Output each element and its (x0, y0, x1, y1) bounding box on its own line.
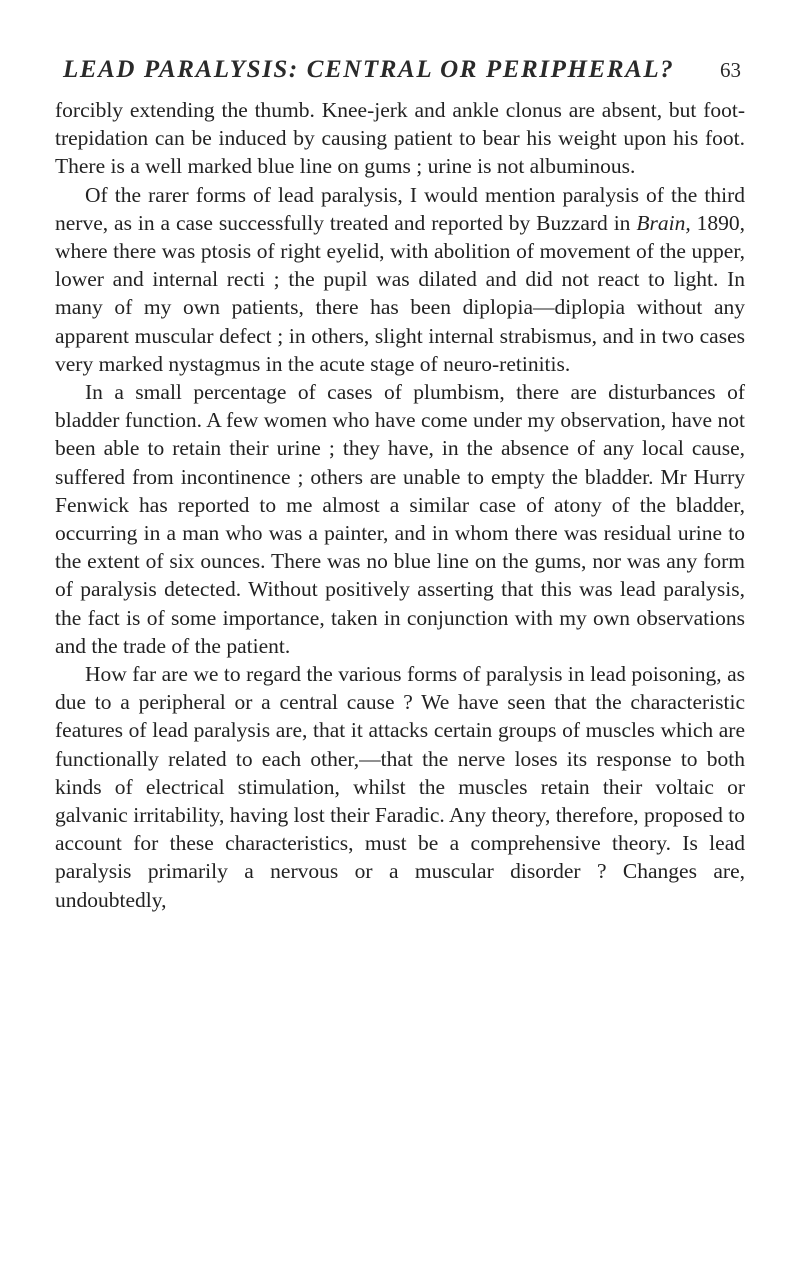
body-text (55, 96, 745, 914)
paragraph-4: How far are we to regard the various forms of paralysis in lead poisoning, as due to a peripheral or a central cause ? We have seen that the characteristic features of lead paralysis are, that it attacks certain groups of muscles which are functionally related to each other,—that the nerve loses its response to both kinds of electrical stimulation, whilst the muscles retain their voltaic or galvanic irritability, having lost their Faradic. Any theory, therefore, proposed to account for these characteristics, must be a comprehensive theory. Is lead paralysis primarily a nervous or a muscular disorder ? Changes are, undoubtedly, (55, 662, 745, 912)
paragraph-3: In a small percentage of cases of plumbism, there are disturbances of bladder function. A few women who have come under my observation, have not been able to retain their urine ; they have, in the absence of any local cause, suffered from incontinence ; others are unable to empty the bladder. Mr Hurry Fenwick has reported to me almost a similar case of atony of the bladder, occurring in a man who was a painter, and in whom there was residual urine to the extent of six ounces. There was no blue line on the gums, nor was any form of paralysis detected. Without positively asserting that this was lead paralysis, the fact is of some importance, taken in conjunction with my own observations and the trade of the patient. (55, 380, 745, 658)
paragraph-2 (55, 181, 745, 378)
page-header (55, 56, 745, 96)
paragraph-2-text-a: Of the rarer forms of lead paralysis, I would mention paralysis of the third nerve, as in a case successfully treated and reported by Buzzard in (55, 182, 745, 235)
paragraph-1: forcibly extending the thumb. Knee-jerk and ankle clonus are absent, but foot-trepidation can be induced by causing patient to bear his weight upon his foot. There is a well marked blue line on gums ; urine is not albuminous. (55, 98, 745, 179)
paragraph-2-text-b: 1890, where there was ptosis of right eyelid, with abolition of movement of the upper, lower and internal recti ; the pupil was dilated and did not react to light. In many of my own patients, there has been diplopia—diplopia without any apparent muscular defect ; in others, slight internal strabismus, and in two cases very marked nystagmus in the acute stage of neuro-retinitis. (55, 210, 746, 376)
page-number: 63 (720, 58, 741, 82)
journal-title: Brain, (636, 210, 691, 235)
book-page (55, 56, 745, 914)
running-head: LEAD PARALYSIS: CENTRAL OR PERIPHERAL? (63, 56, 675, 83)
